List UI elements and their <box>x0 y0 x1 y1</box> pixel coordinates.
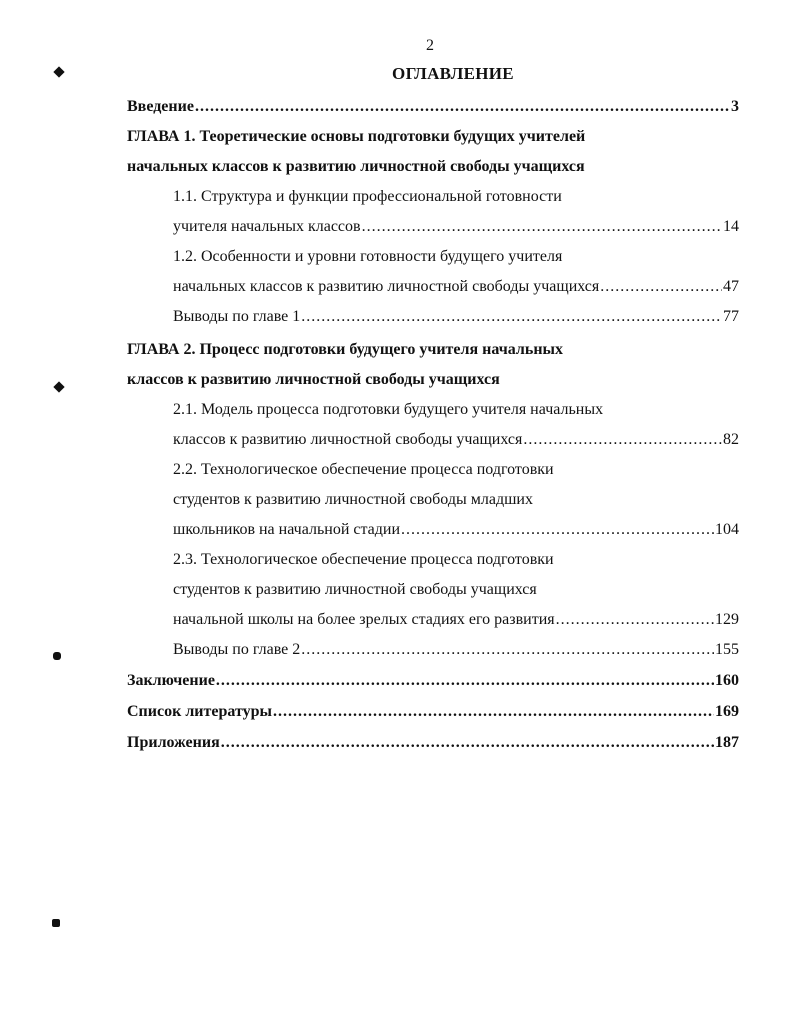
toc-entry-appendices[interactable] <box>127 733 739 753</box>
toc-chapter-1-heading-cont[interactable]: начальных классов к развитию личностной свободы учащихся <box>127 158 585 175</box>
leader-dots <box>523 430 722 450</box>
toc-entry-label: Приложения <box>127 734 220 751</box>
leader-dots <box>273 702 714 722</box>
leader-dots <box>216 671 714 691</box>
toc-entry-section-1-1[interactable] <box>173 217 739 237</box>
toc-entry-conclusions-1[interactable] <box>173 307 739 327</box>
toc-chapter-2-heading[interactable]: ГЛАВА 2. Процесс подготовки будущего учителя начальных <box>127 341 564 358</box>
toc-entry-section-2-1[interactable] <box>173 430 739 450</box>
toc-page-number: 77 <box>723 308 739 325</box>
toc-entry-label: начальных классов к развитию личностной свободы учащихся <box>173 278 600 295</box>
toc-section-2-3-title[interactable]: 2.3. Технологическое обеспечение процесса подготовки <box>173 551 554 568</box>
toc-section-2-2-title-cont[interactable]: студентов к развитию личностной свободы младших <box>173 491 533 508</box>
toc-section-1-1-title[interactable]: 1.1. Структура и функции профессиональной готовности <box>173 188 562 205</box>
toc-section-1-2-title[interactable]: 1.2. Особенности и уровни готовности будущего учителя <box>173 248 563 265</box>
toc-entry-label: учителя начальных классов <box>173 218 361 235</box>
toc-page-number: 160 <box>715 672 739 689</box>
toc-entry-label: Список литературы <box>127 703 272 720</box>
toc-entry-label: Введение <box>127 98 194 115</box>
toc-entry-conclusions-2[interactable] <box>173 640 739 660</box>
toc-page-number: 187 <box>715 734 739 751</box>
page-number: 2 <box>426 37 434 54</box>
page-title: ОГЛАВЛЕНИЕ <box>392 64 514 83</box>
leader-dots <box>600 277 722 297</box>
leader-dots <box>362 217 722 237</box>
leader-dots <box>556 610 714 630</box>
toc-entry-label: Заключение <box>127 672 215 689</box>
toc-page-number: 3 <box>731 98 739 115</box>
toc-chapter-2-heading-cont[interactable]: классов к развитию личностной свободы учащихся <box>127 371 500 388</box>
toc-entry-section-2-3[interactable] <box>173 610 739 630</box>
leader-dots <box>301 640 714 660</box>
toc-entry-section-1-2[interactable] <box>173 277 739 297</box>
toc-entry-references[interactable] <box>127 702 739 722</box>
toc-section-2-1-title[interactable]: 2.1. Модель процесса подготовки будущего учителя начальных <box>173 401 604 418</box>
toc-entry-conclusion[interactable] <box>127 671 739 691</box>
toc-chapter-1-heading[interactable]: ГЛАВА 1. Теоретические основы подготовки будущих учителей <box>127 128 586 145</box>
toc-entry-label: начальной школы на более зрелых стадиях его развития <box>173 611 555 628</box>
toc-entry-intro[interactable] <box>127 97 739 117</box>
toc-page-number: 155 <box>715 641 739 658</box>
leader-dots <box>221 733 714 753</box>
toc-section-2-3-title-cont[interactable]: студентов к развитию личностной свободы учащихся <box>173 581 537 598</box>
toc-entry-label: Выводы по главе 1 <box>173 308 301 325</box>
toc-entry-label: школьников на начальной стадии <box>173 521 401 538</box>
toc-entry-label: Выводы по главе 2 <box>173 641 301 658</box>
toc-page-number: 104 <box>715 521 739 538</box>
leader-dots <box>301 307 722 327</box>
toc-section-2-2-title[interactable]: 2.2. Технологическое обеспечение процесса подготовки <box>173 461 554 478</box>
toc-entry-section-2-2[interactable] <box>173 520 739 540</box>
toc-page-number: 82 <box>723 431 739 448</box>
leader-dots <box>195 97 730 117</box>
toc-page-number: 129 <box>715 611 739 628</box>
leader-dots <box>401 520 714 540</box>
toc-page-number: 47 <box>723 278 739 295</box>
toc-entry-label: классов к развитию личностной свободы учащихся <box>173 431 523 448</box>
toc-page-number: 169 <box>715 703 739 720</box>
toc-page-number: 14 <box>723 218 739 235</box>
